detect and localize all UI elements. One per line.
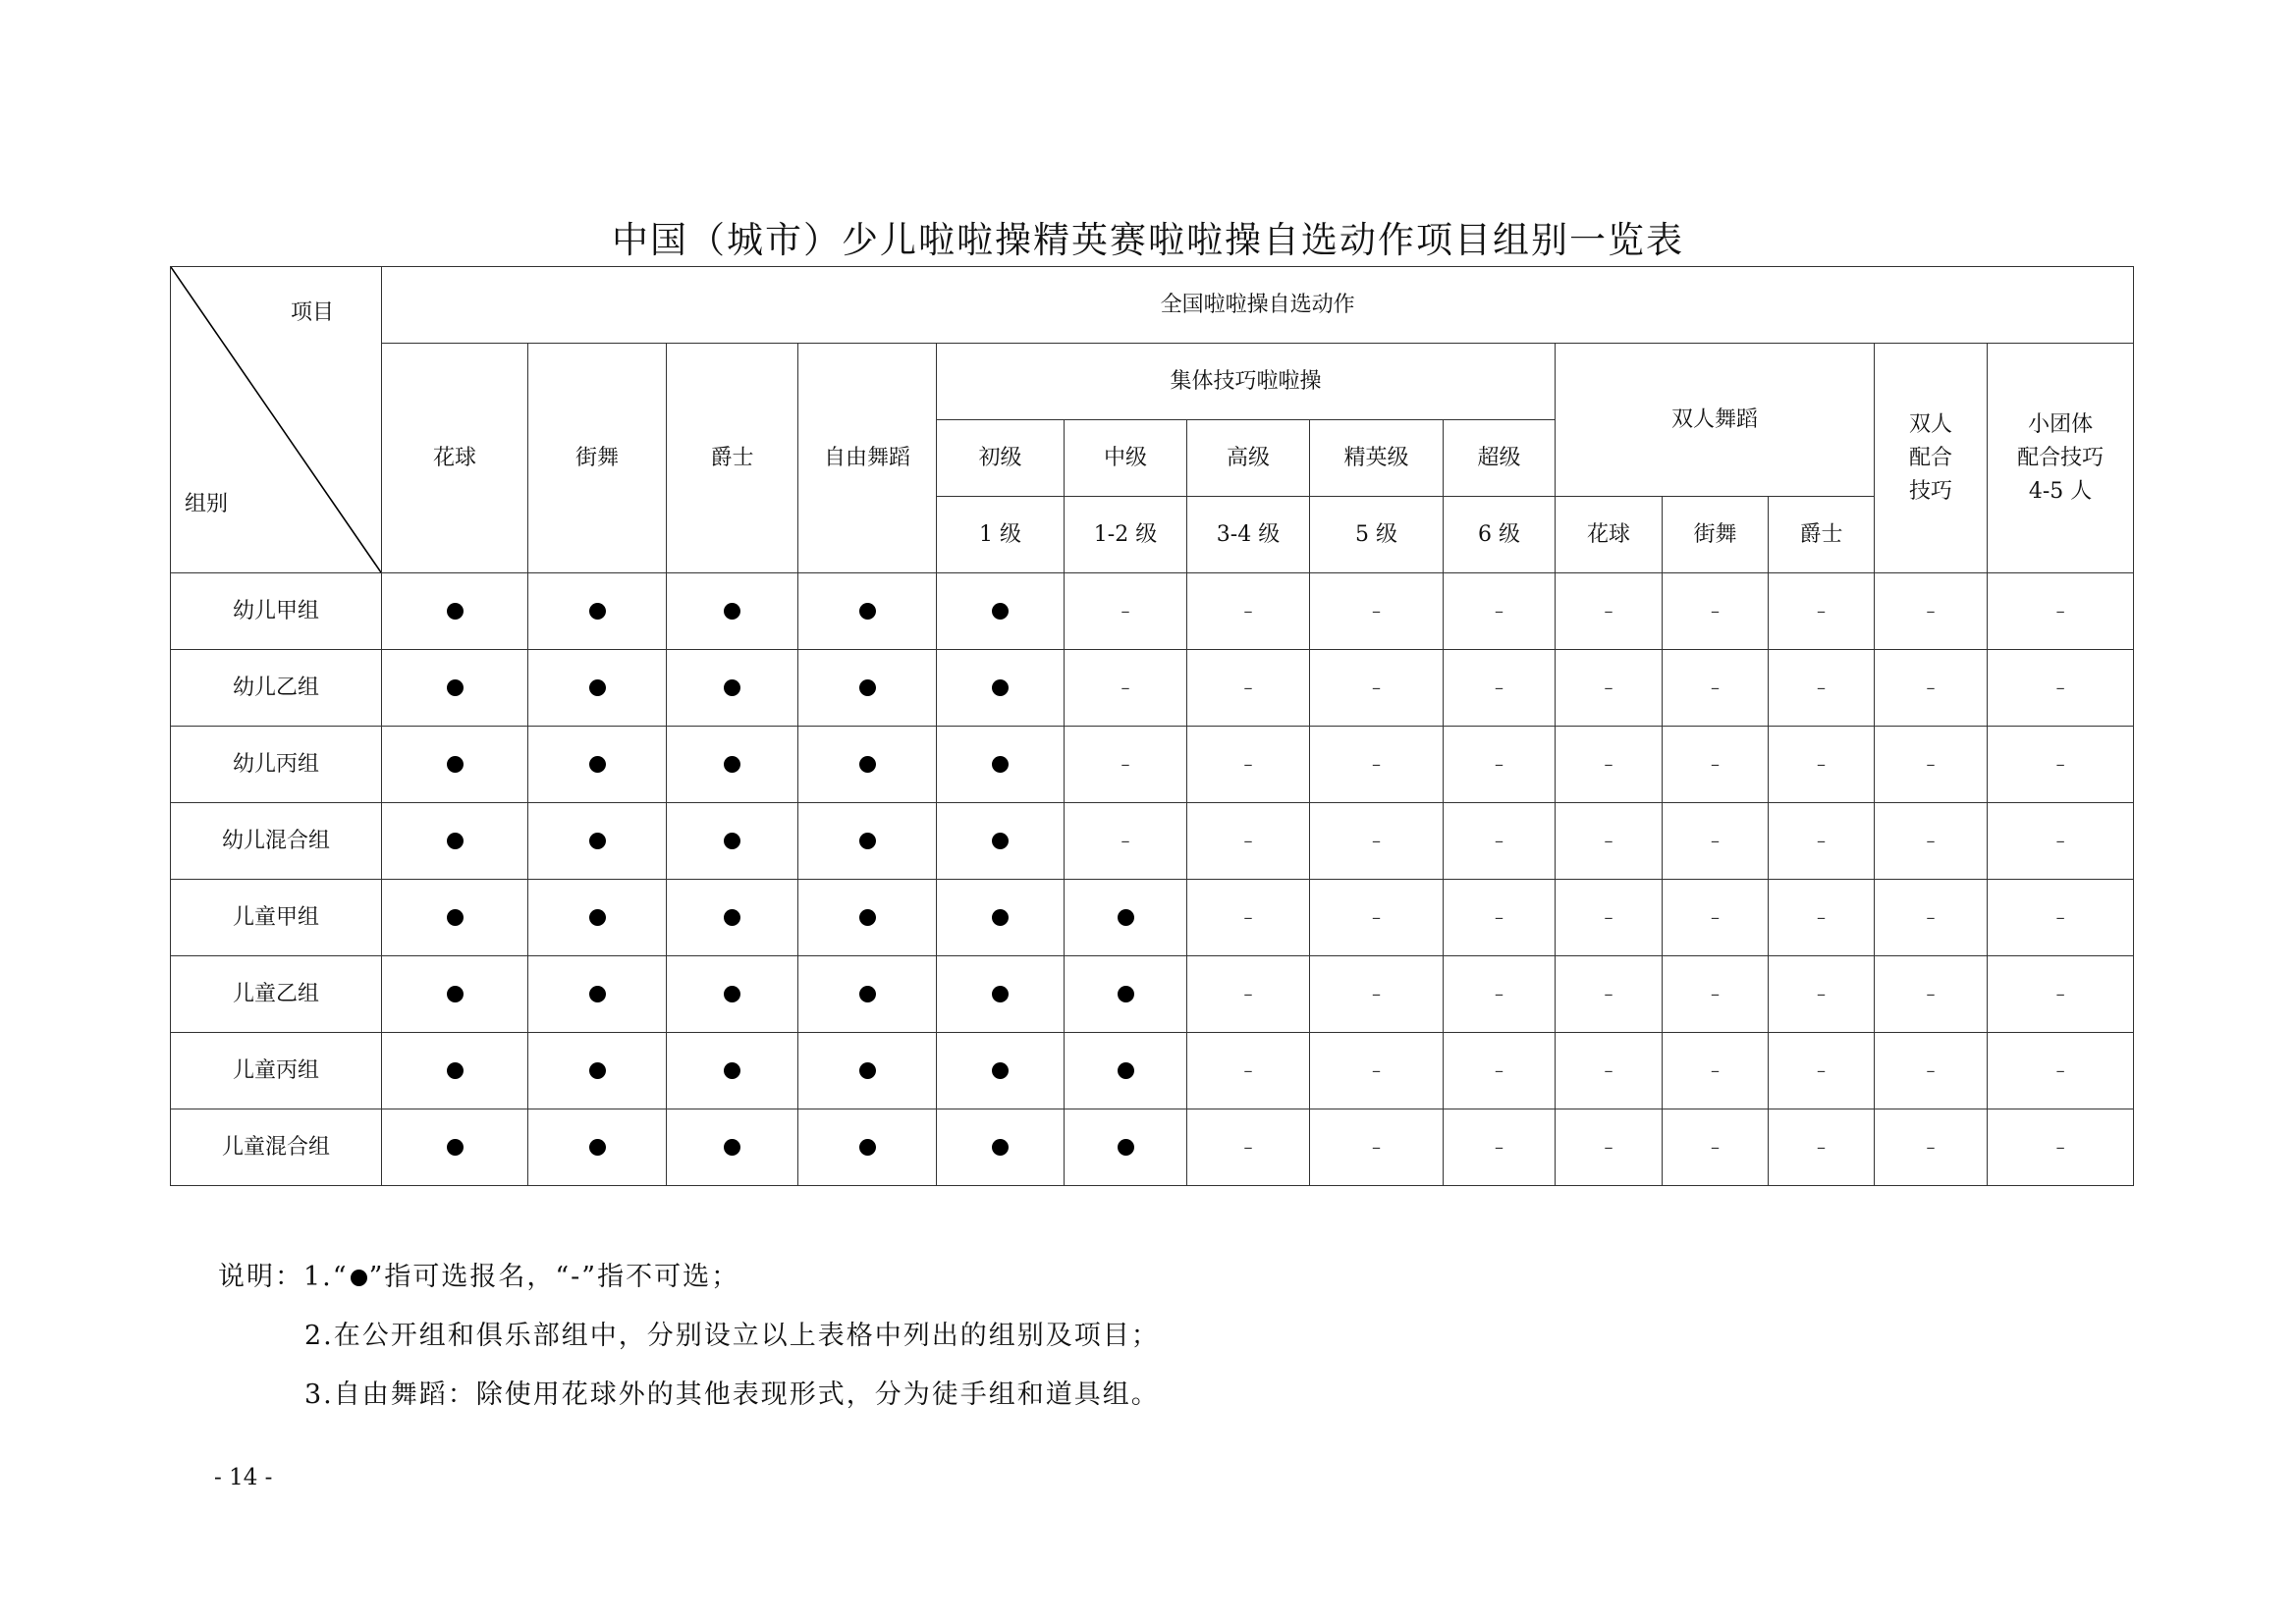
col-header-jueshi: 爵士 — [667, 344, 798, 573]
table-cell — [1875, 650, 1988, 727]
unavailable-dash: – — [1926, 754, 1936, 775]
table-cell — [1065, 956, 1187, 1033]
note-1-part-b: ”指可选报名，“-”指不可选； — [368, 1262, 740, 1292]
available-dot-icon — [589, 1139, 606, 1156]
table-cell — [382, 650, 528, 727]
table-cell — [667, 650, 798, 727]
available-dot-icon — [992, 1139, 1009, 1156]
unavailable-dash: – — [1243, 754, 1253, 775]
available-dot-icon — [351, 1270, 367, 1286]
group-name: 幼儿甲组 — [171, 573, 382, 650]
small-group-label: 小团体 配合技巧 4-5 人 — [2017, 411, 2105, 504]
unavailable-dash: – — [1243, 601, 1253, 622]
unavailable-dash: – — [1711, 907, 1720, 928]
table-cell — [1310, 1033, 1444, 1109]
available-dot-icon — [992, 679, 1009, 696]
table-cell — [1988, 573, 2134, 650]
pair-skill-label: 双人 配合 技巧 — [1908, 411, 1952, 504]
grade-1: 1 级 — [937, 497, 1065, 573]
unavailable-dash: – — [1372, 1137, 1381, 1158]
unavailable-dash: – — [1495, 831, 1503, 851]
table-cell — [798, 650, 937, 727]
unavailable-dash: – — [1372, 601, 1381, 622]
unavailable-dash: – — [1604, 907, 1613, 928]
national-header: 全国啦啦操自选动作 — [382, 267, 2134, 344]
table-cell — [382, 1033, 528, 1109]
group-name: 儿童丙组 — [171, 1033, 382, 1109]
table-cell — [1875, 880, 1988, 956]
table-cell — [1187, 650, 1310, 727]
level-zhongji: 中级 — [1065, 420, 1187, 497]
table-cell — [528, 1033, 667, 1109]
table-row — [171, 650, 2134, 727]
table-cell — [1444, 727, 1556, 803]
unavailable-dash: – — [1604, 831, 1613, 851]
table-cell — [1187, 1109, 1310, 1186]
table-cell — [667, 1109, 798, 1186]
unavailable-dash: – — [1711, 984, 1720, 1004]
unavailable-dash: – — [2055, 1060, 2065, 1081]
corner-cell — [171, 267, 382, 573]
unavailable-dash: – — [1372, 831, 1381, 851]
available-dot-icon — [859, 833, 876, 849]
table-cell — [382, 573, 528, 650]
unavailable-dash: – — [1495, 1060, 1503, 1081]
available-dot-icon — [447, 833, 464, 849]
available-dot-icon — [724, 1062, 740, 1079]
table-row — [171, 727, 2134, 803]
table-cell — [937, 1109, 1065, 1186]
pair-sub-jueshi: 爵士 — [1769, 497, 1875, 573]
level-gaoji: 高级 — [1187, 420, 1310, 497]
available-dot-icon — [447, 679, 464, 696]
unavailable-dash: – — [1604, 754, 1613, 775]
table-cell — [1444, 573, 1556, 650]
available-dot-icon — [724, 833, 740, 849]
level-chuji: 初级 — [937, 420, 1065, 497]
table-cell — [667, 803, 798, 880]
table-cell — [1310, 1109, 1444, 1186]
table-cell — [1875, 803, 1988, 880]
table-cell — [667, 573, 798, 650]
unavailable-dash: – — [1121, 601, 1130, 622]
unavailable-dash: – — [1817, 677, 1826, 698]
table-cell — [1556, 573, 1663, 650]
unavailable-dash: – — [1604, 601, 1613, 622]
unavailable-dash: – — [1121, 754, 1130, 775]
available-dot-icon — [859, 986, 876, 1002]
unavailable-dash: – — [1926, 831, 1936, 851]
table-cell — [1769, 650, 1875, 727]
table-cell — [1310, 650, 1444, 727]
table-cell — [1187, 880, 1310, 956]
available-dot-icon — [589, 833, 606, 849]
table-cell — [1310, 880, 1444, 956]
level-jingying: 精英级 — [1310, 420, 1444, 497]
table-cell — [382, 956, 528, 1033]
unavailable-dash: – — [1243, 984, 1253, 1004]
table-cell — [1663, 803, 1769, 880]
unavailable-dash: – — [1495, 754, 1503, 775]
pair-dance-header: 双人舞蹈 — [1556, 344, 1875, 497]
available-dot-icon — [1118, 986, 1134, 1002]
table-cell — [1556, 803, 1663, 880]
table-cell — [528, 650, 667, 727]
available-dot-icon — [447, 756, 464, 773]
page-title: 中国（城市）少儿啦啦操精英赛啦啦操自选动作项目组别一览表 — [612, 219, 1684, 261]
available-dot-icon — [992, 603, 1009, 620]
unavailable-dash: – — [1817, 1137, 1826, 1158]
unavailable-dash: – — [1495, 907, 1503, 928]
table-row — [171, 880, 2134, 956]
unavailable-dash: – — [1372, 677, 1381, 698]
table-cell — [667, 1033, 798, 1109]
table-cell — [798, 956, 937, 1033]
table-cell — [1065, 1033, 1187, 1109]
available-dot-icon — [447, 986, 464, 1002]
table-cell — [1988, 956, 2134, 1033]
table-cell — [528, 573, 667, 650]
unavailable-dash: – — [1604, 1060, 1613, 1081]
table-cell — [1769, 1033, 1875, 1109]
unavailable-dash: – — [1495, 601, 1503, 622]
available-dot-icon — [1118, 909, 1134, 926]
grade-3-4: 3-4 级 — [1187, 497, 1310, 573]
table-row — [171, 573, 2134, 650]
table-cell — [1187, 573, 1310, 650]
table-cell — [798, 573, 937, 650]
unavailable-dash: – — [1817, 754, 1826, 775]
table-cell — [1556, 727, 1663, 803]
table-row — [171, 803, 2134, 880]
available-dot-icon — [724, 756, 740, 773]
level-chaoji: 超级 — [1444, 420, 1556, 497]
unavailable-dash: – — [2055, 677, 2065, 698]
available-dot-icon — [859, 603, 876, 620]
unavailable-dash: – — [1817, 984, 1826, 1004]
unavailable-dash: – — [1926, 907, 1936, 928]
table-cell — [382, 880, 528, 956]
unavailable-dash: – — [1817, 907, 1826, 928]
table-cell — [1663, 880, 1769, 956]
table-cell — [1187, 727, 1310, 803]
pair-sub-huaqiu: 花球 — [1556, 497, 1663, 573]
available-dot-icon — [724, 603, 740, 620]
unavailable-dash: – — [1372, 1060, 1381, 1081]
table-cell — [1988, 650, 2134, 727]
available-dot-icon — [992, 833, 1009, 849]
table-cell — [798, 1033, 937, 1109]
unavailable-dash: – — [1817, 601, 1826, 622]
table-cell — [1065, 650, 1187, 727]
unavailable-dash: – — [1926, 677, 1936, 698]
available-dot-icon — [724, 986, 740, 1002]
unavailable-dash: – — [1926, 984, 1936, 1004]
group-name: 幼儿丙组 — [171, 727, 382, 803]
table-cell — [1769, 956, 1875, 1033]
available-dot-icon — [992, 756, 1009, 773]
unavailable-dash: – — [1243, 1060, 1253, 1081]
table-cell — [1310, 573, 1444, 650]
col-header-huaqiu: 花球 — [382, 344, 528, 573]
table-cell — [1444, 1109, 1556, 1186]
available-dot-icon — [724, 679, 740, 696]
table-cell — [1663, 650, 1769, 727]
available-dot-icon — [859, 679, 876, 696]
page-number: - 14 - — [214, 1465, 273, 1490]
group-name: 儿童乙组 — [171, 956, 382, 1033]
unavailable-dash: – — [1121, 677, 1130, 698]
table-cell — [528, 803, 667, 880]
unavailable-dash: – — [1495, 984, 1503, 1004]
table-cell — [798, 803, 937, 880]
table-cell — [1065, 573, 1187, 650]
table-cell — [1988, 880, 2134, 956]
unavailable-dash: – — [1926, 1060, 1936, 1081]
group-name: 儿童混合组 — [171, 1109, 382, 1186]
unavailable-dash: – — [1372, 754, 1381, 775]
table-cell — [937, 956, 1065, 1033]
table-cell — [1065, 1109, 1187, 1186]
table-cell — [1875, 956, 1988, 1033]
table-cell — [1663, 573, 1769, 650]
available-dot-icon — [447, 603, 464, 620]
table-cell — [1444, 880, 1556, 956]
available-dot-icon — [992, 909, 1009, 926]
corner-label-groups: 组别 — [185, 492, 229, 516]
available-dot-icon — [992, 986, 1009, 1002]
table-cell — [667, 727, 798, 803]
unavailable-dash: – — [1711, 831, 1720, 851]
note-prefix: 说明： — [218, 1262, 303, 1292]
available-dot-icon — [859, 1139, 876, 1156]
available-dot-icon — [589, 909, 606, 926]
table-cell — [937, 880, 1065, 956]
group-name: 儿童甲组 — [171, 880, 382, 956]
unavailable-dash: – — [1817, 831, 1826, 851]
group-name: 幼儿混合组 — [171, 803, 382, 880]
table-cell — [528, 1109, 667, 1186]
table-cell — [798, 1109, 937, 1186]
table-cell — [1444, 1033, 1556, 1109]
table-cell — [1988, 803, 2134, 880]
unavailable-dash: – — [1495, 1137, 1503, 1158]
note-3: 3.自由舞蹈：除使用花球外的其他表现形式，分为徒手组和道具组。 — [304, 1380, 1160, 1410]
available-dot-icon — [859, 909, 876, 926]
table-row — [171, 956, 2134, 1033]
table-cell — [1663, 956, 1769, 1033]
available-dot-icon — [992, 1062, 1009, 1079]
table-cell — [1556, 880, 1663, 956]
table-cell — [1769, 880, 1875, 956]
table-cell — [382, 1109, 528, 1186]
corner-label-events: 项目 — [290, 300, 334, 325]
unavailable-dash: – — [1243, 907, 1253, 928]
unavailable-dash: – — [1604, 984, 1613, 1004]
table-cell — [528, 956, 667, 1033]
table-cell — [1556, 1033, 1663, 1109]
available-dot-icon — [859, 756, 876, 773]
unavailable-dash: – — [1372, 984, 1381, 1004]
table-cell — [798, 880, 937, 956]
unavailable-dash: – — [1711, 1137, 1720, 1158]
available-dot-icon — [589, 986, 606, 1002]
small-group-header — [1988, 344, 2134, 573]
unavailable-dash: – — [1243, 677, 1253, 698]
table-cell — [1663, 1109, 1769, 1186]
grade-6: 6 级 — [1444, 497, 1556, 573]
table-cell — [937, 1033, 1065, 1109]
table-cell — [1556, 1109, 1663, 1186]
pair-sub-jiewu: 街舞 — [1663, 497, 1769, 573]
table-cell — [1187, 803, 1310, 880]
table-cell — [1769, 573, 1875, 650]
unavailable-dash: – — [2055, 907, 2065, 928]
available-dot-icon — [447, 1062, 464, 1079]
table-cell — [1988, 1033, 2134, 1109]
table-cell — [1556, 956, 1663, 1033]
available-dot-icon — [1118, 1139, 1134, 1156]
table-cell — [937, 727, 1065, 803]
unavailable-dash: – — [1711, 601, 1720, 622]
unavailable-dash: – — [2055, 984, 2065, 1004]
unavailable-dash: – — [1926, 601, 1936, 622]
table-cell — [1988, 727, 2134, 803]
table-cell — [1769, 727, 1875, 803]
table-cell — [1444, 803, 1556, 880]
available-dot-icon — [724, 1139, 740, 1156]
unavailable-dash: – — [1711, 754, 1720, 775]
group-name: 幼儿乙组 — [171, 650, 382, 727]
unavailable-dash: – — [1817, 1060, 1826, 1081]
table-cell — [1187, 956, 1310, 1033]
table-cell — [1065, 803, 1187, 880]
table-cell — [937, 803, 1065, 880]
unavailable-dash: – — [1604, 1137, 1613, 1158]
table-cell — [667, 956, 798, 1033]
table-cell — [1187, 1033, 1310, 1109]
events-table — [170, 266, 2134, 1186]
available-dot-icon — [589, 603, 606, 620]
table-cell — [1875, 727, 1988, 803]
note-2: 2.在公开组和俱乐部组中，分别设立以上表格中列出的组别及项目； — [304, 1321, 1160, 1351]
table-cell — [382, 803, 528, 880]
group-skills-header: 集体技巧啦啦操 — [937, 344, 1556, 420]
table-cell — [937, 573, 1065, 650]
table-cell — [1663, 1033, 1769, 1109]
note-1-part-a: 1.“ — [303, 1262, 349, 1292]
note-1 — [218, 1258, 739, 1297]
table-cell — [1065, 880, 1187, 956]
table-cell — [1769, 1109, 1875, 1186]
unavailable-dash: – — [2055, 601, 2065, 622]
unavailable-dash: – — [1604, 677, 1613, 698]
col-header-free-dance: 自由舞蹈 — [798, 344, 937, 573]
unavailable-dash: – — [1121, 831, 1130, 851]
table-cell — [1310, 803, 1444, 880]
table-cell — [937, 650, 1065, 727]
table-cell — [1556, 650, 1663, 727]
grade-5: 5 级 — [1310, 497, 1444, 573]
table-cell — [1310, 727, 1444, 803]
table-cell — [1444, 650, 1556, 727]
table-cell — [1444, 956, 1556, 1033]
table-cell — [1663, 727, 1769, 803]
table-cell — [1310, 956, 1444, 1033]
table-cell — [667, 880, 798, 956]
table-cell — [1988, 1109, 2134, 1186]
table-cell — [1875, 1033, 1988, 1109]
unavailable-dash: – — [2055, 1137, 2065, 1158]
available-dot-icon — [724, 909, 740, 926]
table-cell — [1769, 803, 1875, 880]
available-dot-icon — [1118, 1062, 1134, 1079]
grade-1-2: 1-2 级 — [1065, 497, 1187, 573]
table-cell — [1875, 573, 1988, 650]
unavailable-dash: – — [1495, 677, 1503, 698]
table-cell — [798, 727, 937, 803]
available-dot-icon — [589, 756, 606, 773]
available-dot-icon — [447, 1139, 464, 1156]
table-row — [171, 1109, 2134, 1186]
table-cell — [1065, 727, 1187, 803]
pair-skill-header — [1875, 344, 1988, 573]
table-cell — [1875, 1109, 1988, 1186]
table-cell — [528, 880, 667, 956]
unavailable-dash: – — [1711, 677, 1720, 698]
available-dot-icon — [589, 679, 606, 696]
diagonal-line — [171, 267, 381, 572]
available-dot-icon — [859, 1062, 876, 1079]
unavailable-dash: – — [1711, 1060, 1720, 1081]
unavailable-dash: – — [1243, 831, 1253, 851]
col-header-jiewu: 街舞 — [528, 344, 667, 573]
table-cell — [528, 727, 667, 803]
available-dot-icon — [589, 1062, 606, 1079]
unavailable-dash: – — [1243, 1137, 1253, 1158]
unavailable-dash: – — [2055, 831, 2065, 851]
unavailable-dash: – — [2055, 754, 2065, 775]
available-dot-icon — [447, 909, 464, 926]
unavailable-dash: – — [1372, 907, 1381, 928]
table-row — [171, 1033, 2134, 1109]
table-cell — [382, 727, 528, 803]
unavailable-dash: – — [1926, 1137, 1936, 1158]
